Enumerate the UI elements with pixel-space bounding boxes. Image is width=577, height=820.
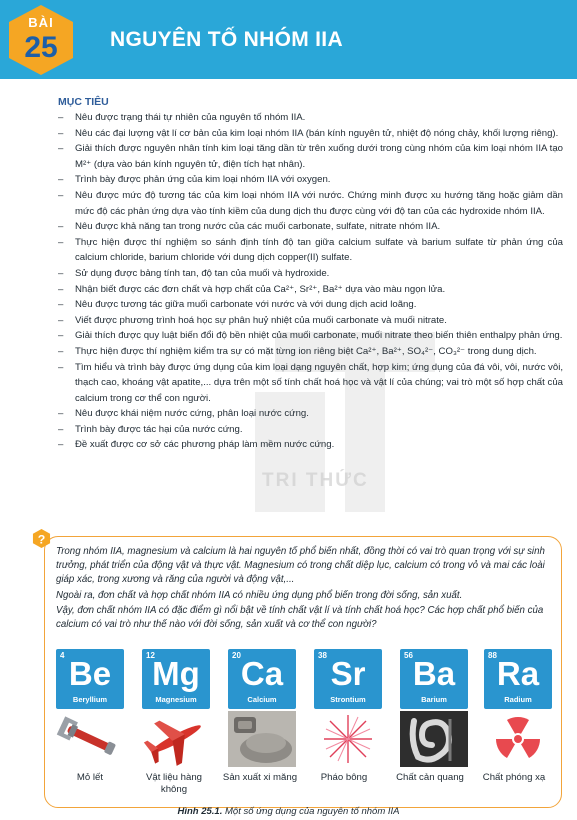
objective-item [58,282,563,298]
objective-item [58,141,563,172]
watermark-text: TRI THỨC [262,470,369,491]
element-tile-ba [400,649,468,709]
svg-text:?: ? [37,532,46,547]
objective-text: Sử dụng được bảng tính tan, độ tan của muối và hydroxide. [75,267,330,279]
objective-text: Nêu được khả năng tan trong nước của các muối carbonate, sulfate, nitrate nhóm IIA. [75,221,441,233]
caption-cement: Sản xuất xi măng [222,772,298,783]
objectives-list [58,110,563,453]
intro-paragraph-3: Vậy, đơn chất nhóm IIA có đặc điểm gì nổi bật về tính chất vật lí và tính chất hoá học? Các hợp chất phổ biến của calcium có vai trò như thế nào với đời sống, sản xuất và cơ thể con người? [56,604,544,631]
objective-item [58,219,563,235]
objective-item [58,126,563,142]
bullet-dash: – [58,236,64,248]
atomic-number: 56 [404,651,413,660]
element-tile-mg [142,649,210,709]
wrench-icon [56,711,124,767]
element-symbol: Ra [496,655,540,692]
objective-item [58,110,563,126]
caption-contrast-agent: Chất cản quang [396,772,464,783]
airplane-icon [142,711,210,767]
objective-item [58,235,563,266]
atomic-number: 12 [146,651,155,660]
bullet-dash: – [58,189,64,201]
element-tile-sr [314,649,382,709]
objectives-heading: MỤC TIÊU [58,96,109,108]
bullet-dash: – [58,439,64,451]
lesson-title: NGUYÊN TỐ NHÓM IIA [110,28,343,51]
atomic-number: 20 [232,651,241,660]
objective-item [58,344,563,360]
bullet-dash: – [58,408,64,420]
question-icon [32,529,51,548]
lesson-header [0,0,577,79]
objective-text: Nêu được trạng thái tự nhiên của nguyên tố nhóm IIA. [75,112,306,123]
objective-text: Thực hiện được thí nghiệm kiểm tra sự có mặt từng ion riêng biệt Ca²⁺, Ba²⁺, SO₄²⁻, CO₃²⁻ trong dung dịch. [75,345,537,357]
figure-caption [0,806,577,817]
radiation-icon [484,711,552,767]
bullet-dash: – [58,267,64,279]
objective-item [58,297,563,313]
badge-word: BÀI [28,15,54,30]
objective-text: Nêu được khái niệm nước cứng, phân loại nước cứng. [75,408,309,420]
bullet-dash: – [58,330,64,342]
firework-icon [314,711,382,767]
application-captions [48,772,558,802]
objective-item [58,437,563,453]
objective-item [58,360,563,407]
lesson-badge [9,5,73,75]
element-name: Strontium [330,695,366,704]
lesson-number [9,31,73,65]
bullet-dash: – [58,314,64,326]
objective-item [58,172,563,188]
objective-text: Nêu các đại lượng vật lí cơ bản của kim loại nhóm IIA (bán kính nguyên tử, nhiệt độ nóng chảy, khối lượng riêng). [75,127,559,139]
caption-wrench: Mỏ lết [76,772,104,783]
objective-text: Trình bày được tác hại của nước cứng. [75,423,243,435]
objective-text: Giải thích được nguyên nhân tính kim loại tăng dần từ trên xuống dưới trong cùng nhóm của kim loại nhóm IIA tạo M²⁺ (dựa vào bán kính nguyên tử, điện tích hạt nhân). [75,143,563,170]
atomic-number: 38 [318,651,327,660]
objective-text: Giải thích được quy luật biến đổi độ bền nhiệt của muối carbonate, muối nitrate theo biến thiên enthalpy phản ứng. [75,330,563,342]
element-tiles [56,649,552,709]
objective-text: Viết được phương trình hoá học sự phân huỷ nhiệt của muối carbonate và muối nitrate. [75,314,447,326]
lesson-number-text: 25 [24,31,58,64]
element-symbol: Ca [240,655,284,692]
bullet-dash: – [58,174,64,186]
objective-item [58,188,563,219]
bullet-dash: – [58,423,64,435]
objective-item [58,328,563,344]
objective-text: Nêu được mức độ tương tác của kim loại nhóm IIA với nước. Chứng minh được xu hướng tăng hoặc giảm dần mức độ các phản ứng dựa vào tính kiềm của dung dịch thu được cùng với độ tan của các hydroxide nhóm IIA. [75,189,563,217]
element-tile-ra [484,649,552,709]
objective-text: Đề xuất được cơ sở các phương pháp làm mềm nước cứng. [75,439,335,451]
element-symbol: Ba [412,655,456,692]
caption-firework: Pháo bông [320,772,368,783]
objective-text: Thực hiện được thí nghiệm so sánh định tính độ tan giữa calcium sulfate và barium sulfate từ phản ứng của calcium chloride, barium chloride với dung dịch copper(II) sulfate. [75,236,563,264]
element-tile-ca [228,649,296,709]
element-symbol: Be [68,655,112,692]
element-name: Magnesium [155,695,197,704]
element-tile-be [56,649,124,709]
bullet-dash: – [58,127,64,139]
intro-text [56,545,552,633]
objective-text: Nhận biết được các đơn chất và hợp chất của Ca²⁺, Sr²⁺, Ba²⁺ dựa vào màu ngọn lửa. [75,283,446,295]
bullet-dash: – [58,221,64,233]
caption-radioactive: Chất phóng xạ [482,772,546,783]
bullet-dash: – [58,299,64,311]
figure-label: Hình 25.1. [177,806,223,817]
application-pictures [56,711,552,771]
figure-caption-text: Một số ứng dụng của nguyên tố nhóm IIA [225,806,400,817]
objective-item [58,422,563,438]
intro-paragraph-2: Ngoài ra, đơn chất và hợp chất nhóm IIA có nhiều ứng dụng phổ biến trong đời sống, sản xuất. [56,589,463,601]
intro-paragraph-1: Trong nhóm IIA, magnesium và calcium là hai nguyên tố phổ biến nhất, đồng thời có vai trò quan trọng với sự sinh trưởng, phát triển của động vật và thực vật. Magnesium có trong chất diệp lục, calcium có trong vỏ và mai các loài giáp xác, trong xương và răng của người và động vật,... [56,546,545,586]
objective-text: Nêu được tương tác giữa muối carbonate với nước và với dung dịch acid loãng. [75,299,417,311]
bullet-dash: – [58,283,64,295]
element-symbol: Sr [330,655,366,692]
objective-item [58,266,563,282]
objective-text: Trình bày được phản ứng của kim loại nhóm IIA với oxygen. [75,174,331,186]
element-symbol: Mg [152,655,200,692]
element-name: Barium [421,695,447,704]
atomic-number: 4 [60,651,65,660]
bullet-dash: – [58,345,64,357]
bullet-dash: – [58,361,64,373]
bullet-dash: – [58,143,64,155]
objective-text: Tìm hiểu và trình bày được ứng dụng của kim loại dạng nguyên chất, hợp kim; ứng dụng của đá vôi, vôi, nước vôi, thạch cao, khoáng vật apatite,... dựa trên một số tính chất hoá học và vật lí của chúng; vai trò một số hợp chất của calcium trong cơ thể con người. [75,361,563,404]
element-name: Calcium [247,695,277,704]
caption-aviation: Vật liệu hàng không [145,772,202,795]
bullet-dash: – [58,112,64,123]
xray-icon [400,711,468,767]
objective-item [58,406,563,422]
element-name: Beryllium [72,695,108,704]
atomic-number: 88 [488,651,497,660]
cement-icon [228,711,296,767]
element-name: Radium [504,695,532,704]
objective-item [58,313,563,329]
